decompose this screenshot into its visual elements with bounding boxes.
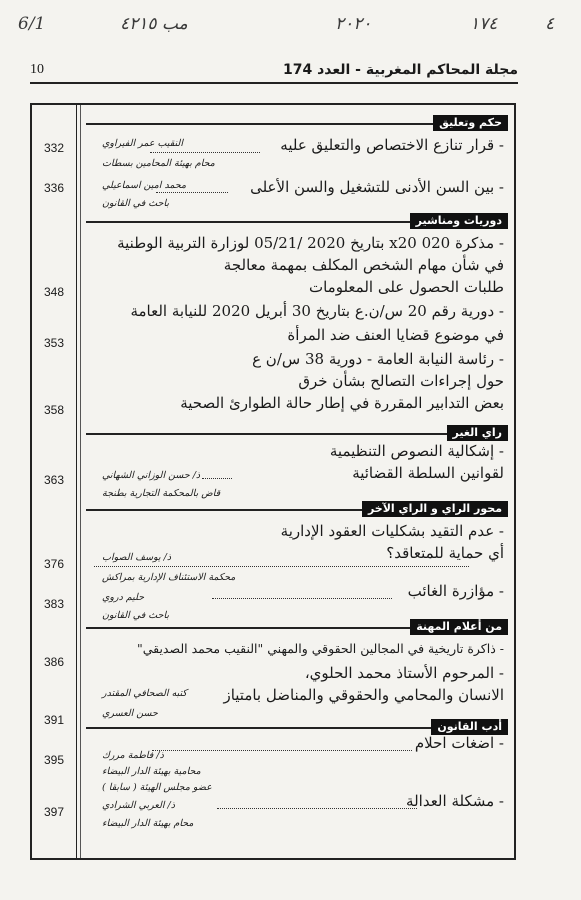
leader-dots [212,597,392,599]
entry-author: ذ/ حسن الوزاني الشهاني [102,470,201,481]
entry-author: ذ/ يوسف الصواب [102,552,172,563]
handwritten-note-mid2: ٢٠٢٠ [335,14,372,34]
toc-entry-line: في شأن مهام الشخص المكلف بمهمة معالجة [223,256,504,274]
toc-entry-line: في موضوع قضايا العنف ضد المرأة [287,326,504,344]
entry-author-role: عضو مجلس الهيئة ( سابقا ) [102,782,212,793]
toc-entry-title[interactable]: - المرحوم الأستاذ محمد الحلوي، [304,664,504,682]
entry-page: 386 [43,655,65,669]
entry-page: 353 [43,336,65,350]
section-title: راي الغير [447,425,508,441]
entry-page: 358 [43,403,65,417]
leader-dots [217,807,417,809]
toc-entry-title[interactable]: - قرار تنازع الاختصاص والتعليق عليه [280,136,504,154]
entry-author: ذ/ فاطمة مررك [102,750,164,761]
toc-entry-title[interactable]: - رئاسة النيابة العامة - دورية 38 س/ن ع [252,350,504,368]
entry-page: 376 [43,557,65,571]
entry-author-role: محام بهيئة المحامين بسطات [102,158,215,169]
page-number: 10 [30,62,44,77]
entry-author: ذ/ العربي الشرادي [102,800,175,811]
toc-entry-line: الانسان والمحامي والحقوقي والمناضل بامتياز [223,686,504,704]
section-title: من أعلام المهنة [410,619,508,635]
entry-page: 348 [43,285,65,299]
entry-page: 383 [43,597,65,611]
toc-frame [30,103,516,860]
leader-dots [94,565,469,567]
entry-author: كتبه الصحافي المقتدر [102,688,187,699]
leader-dots [152,749,412,751]
entry-page: 332 [43,141,65,155]
handwritten-note-right2: ٤ [545,14,555,34]
toc-entry-line: بعض التدابير المقررة في إطار حالة الطوارئ الصحية [180,394,504,412]
toc-entry-line: حول إجراءات التصالح بشأن خرق [298,372,504,390]
entry-author-role: محامية بهيئة الدار البيضاء [102,766,201,777]
toc-entry-line: لقوانين السلطة القضائية [352,464,504,482]
handwritten-note-mid1: مب ٤٢١٥ [120,14,188,34]
entry-author-role: محكمة الاستئناف الإدارية بمراكش [102,572,236,583]
leader-dots [150,151,260,153]
toc-entry-title[interactable]: - عدم التقيد بشكليات العقود الإدارية [280,522,504,540]
entry-author-role: حسن العسري [102,708,158,719]
section-title: حكم وتعليق [433,115,508,131]
entry-author-role: باحث في القانون [102,610,170,621]
entry-page: 397 [43,805,65,819]
entry-author-role: باحث في القانون [102,198,170,209]
toc-entry-line: أي حماية للمتعاقد؟ [386,544,504,562]
toc-entry-line: طلبات الحصول على المعلومات [308,278,504,296]
entry-author-role: قاض بالمحكمة التجارية بطنجة [102,488,221,499]
inner-rule [80,105,84,858]
toc-entry-title[interactable]: - اضغات احلام [414,734,504,752]
entry-page: 363 [43,473,65,487]
toc-entry-title[interactable]: - إشكالية النصوص التنظيمية [329,442,504,460]
toc-entry-title[interactable]: - ذاكرة تاريخية في المجالين الحقوقي والمهني "النقيب محمد الصديقي" [136,641,504,656]
leader-dots [202,477,232,479]
entry-page: 391 [43,713,65,727]
section-title: أدب القانون [431,719,508,735]
handwritten-note-right1: ١٧٤ [470,14,498,34]
entry-author: النقيب عمر الفيراوي [102,138,183,149]
page-header [30,60,518,84]
entry-author: محمد امين اسماعيلي [102,180,187,191]
entry-page: 336 [43,181,65,195]
journal-title: مجلة المحاكم المغربية - العدد 174 [282,62,518,78]
entry-page: 395 [43,753,65,767]
toc-entry-title[interactable]: - مؤازرة الغائب [407,582,504,600]
handwritten-note-left: 6/1 [18,14,46,34]
entry-author: حليم دروي [102,592,145,603]
toc-entry-title[interactable]: - دورية رقم 20 س/ن.ع بتاريخ 30 أبريل 2020 للنيابة العامة [130,302,504,320]
section-title: دوريات ومناشير [410,213,508,229]
toc-entry-title[interactable]: - مشكلة العدالة [406,792,504,810]
toc-entry-title[interactable]: - بين السن الأدنى للتشغيل والسن الأعلى [250,178,504,196]
section-rule [86,433,508,435]
entry-author-role: محام بهيئة الدار البيضاء [102,818,194,829]
section-title: محور الراي و الراي الآخر [362,501,508,517]
toc-entry-title[interactable]: - مذكرة 020 x20 بتاريخ 2020 /05/21 لوزارة التربية الوطنية [117,234,504,252]
